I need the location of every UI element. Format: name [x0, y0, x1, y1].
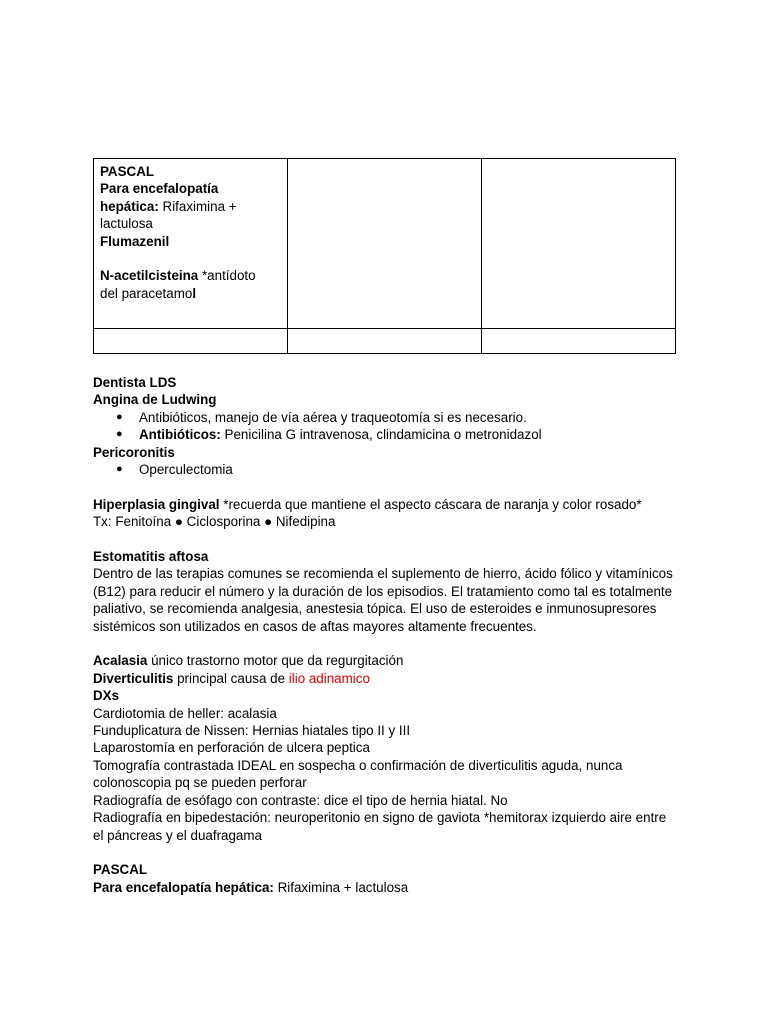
label-diverticulitis: Diverticulitis [93, 670, 174, 686]
label-hiperplasia: Hiperplasia gingival [93, 496, 220, 512]
heading-pericoronitis: Pericoronitis [93, 444, 175, 460]
cell-label-hepatica: hepática: [100, 198, 159, 214]
text-rifaximina: Rifaximina + lactulosa [273, 879, 409, 895]
text-hiperplasia: *recuerda que mantiene el aspecto cáscara de naranja y color rosado* [219, 496, 642, 512]
cell-text-paracetamol-end: l [192, 285, 197, 301]
heading-pascal: PASCAL [93, 862, 148, 878]
dx-line: Laparostomía en perforación de ulcera peptica [93, 740, 370, 756]
list-item [93, 426, 693, 443]
cell-text-flumazenil: Flumazenil [100, 233, 170, 249]
text-diverticulitis: principal causa de [173, 670, 289, 686]
text-acalasia: único trastorno motor que da regurgitación [147, 653, 404, 669]
heading-dentista: Dentista LDS [93, 375, 177, 390]
dx-line: Tomografía contrastada IDEAL en sospecha o confirmación de diverticulitis aguda, nunca colonoscopia pq se pueden perforar [93, 757, 623, 791]
paragraph-estomatitis: Dentro de las terapias comunes se recomienda el suplemento de hierro, ácido fólico y vitamínicos (B12) para reducir el número y la duración de los episodios. El tratamiento como tal es totalmente paliativo, se recomienda analgesia, anestesia tópica. El uso de esteroides e inmunosupresores sistémicos son utilizados en casos de aftas mayores altamente frecuentes. [93, 566, 673, 634]
dx-line: Funduplicatura de Nissen: Hernias hiatales tipo II y III [93, 723, 411, 739]
table-cell-empty [288, 159, 482, 329]
table-cell-empty [482, 159, 676, 329]
dx-line: Radiografía de esófago con contraste: dice el tipo de hernia hiatal. No [93, 792, 508, 808]
cell-label-nac: N-acetilcisteina [100, 268, 199, 284]
table-row [94, 329, 676, 354]
cell-text-antidoto: *antídoto [198, 268, 256, 284]
pericoronitis-list [93, 461, 693, 478]
cell-heading-pascal: PASCAL [100, 164, 155, 179]
list-item: ● Operculectomia [93, 461, 693, 478]
cell-text-paracetamol: del paracetamo [100, 285, 193, 301]
highlight-ilio-adinamico: ilio adinamico [288, 670, 370, 686]
table-cell-pascal [94, 159, 288, 329]
angina-list [93, 409, 693, 444]
document-body [93, 374, 693, 896]
table-row [94, 159, 676, 329]
dx-line: Radiografía en bipedestación: neuroperitonio en signo de gaviota *hemitorax izquierdo aire entre el páncreas y el duafragama [93, 810, 667, 843]
cell-label-encefalopatia: Para encefalopatía [100, 181, 219, 197]
label-encefalopatia: Para encefalopatía hepática: [93, 879, 274, 895]
heading-estomatitis: Estomatitis aftosa [93, 549, 209, 565]
cell-text-lactulosa: lactulosa [100, 216, 153, 232]
heading-dxs: DXs [93, 688, 120, 704]
notes-table [93, 158, 676, 354]
heading-angina: Angina de Ludwing [93, 392, 217, 408]
list-item-text: Penicilina G intravenosa, clindamicina o metronidazol [220, 427, 542, 443]
text-tx: Tx: Fenitoína ● Ciclosporina ● Nifedipina [93, 514, 336, 530]
table-cell-empty [94, 329, 288, 354]
cell-text-rifaximina: Rifaximina + [158, 198, 237, 214]
label-acalasia: Acalasia [93, 653, 148, 669]
table-cell-empty [482, 329, 676, 354]
dx-line: Cardiotomia de heller: acalasia [93, 705, 277, 721]
list-item: ● Antibióticos, manejo de vía aérea y traqueotomía si es necesario. [93, 409, 693, 426]
list-item-label: Antibióticos: [139, 427, 221, 443]
table-cell-empty [288, 329, 482, 354]
